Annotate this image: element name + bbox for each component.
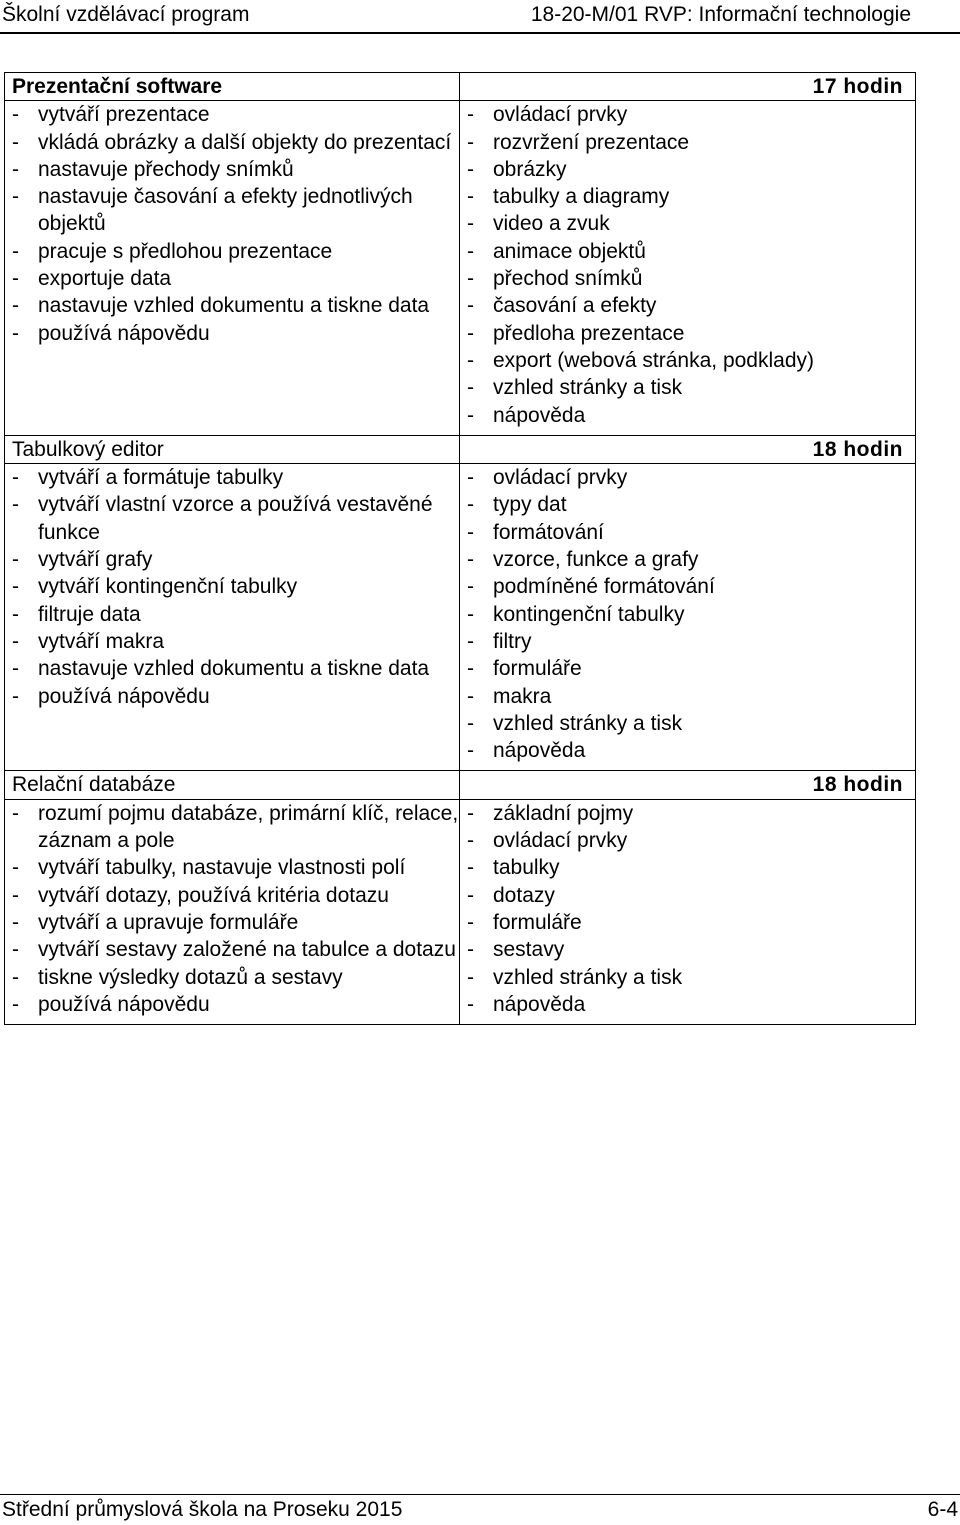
topic-item — [467, 374, 903, 401]
topics — [460, 464, 916, 771]
section-header-row — [5, 73, 916, 101]
outcome-text: nastavuje časování a efekty jednotlivých objektů — [38, 185, 413, 236]
dash-bullet: - — [467, 938, 474, 962]
outcome-text: vkládá obrázky a další objekty do prezentací — [38, 130, 452, 154]
topic-text: podmíněné formátování — [493, 575, 715, 599]
topic-item — [467, 964, 903, 991]
topics — [460, 101, 916, 436]
dash-bullet: - — [12, 910, 19, 934]
dash-bullet: - — [12, 130, 19, 154]
school-name: Střední průmyslová škola na Proseku 2015 — [2, 1498, 403, 1521]
outcome-item — [12, 464, 459, 491]
outcome-item — [12, 854, 459, 881]
page-number: 6-4 — [927, 1498, 958, 1521]
header-divider — [0, 32, 960, 34]
page-header — [0, 0, 960, 32]
topic-item — [467, 737, 903, 764]
topic-item — [467, 129, 903, 156]
program-code: 18-20-M/01 RVP: Informační technologie — [530, 3, 911, 26]
dash-bullet: - — [467, 294, 474, 318]
outcome-item — [12, 320, 459, 347]
section-hours: 17 hodin — [460, 73, 916, 101]
outcome-item — [12, 546, 459, 573]
topic-item — [467, 800, 903, 827]
dash-bullet: - — [467, 602, 474, 626]
dash-bullet: - — [12, 657, 19, 681]
topic-item — [467, 601, 903, 628]
dash-bullet: - — [467, 466, 474, 490]
learning-outcomes — [5, 464, 460, 771]
topic-item — [467, 464, 903, 491]
dash-bullet: - — [467, 239, 474, 263]
dash-bullet: - — [12, 965, 19, 989]
outcome-text: vytváří dotazy, používá kritéria dotazu — [38, 883, 389, 907]
outcome-text: vytváří kontingenční tabulky — [38, 575, 298, 599]
dash-bullet: - — [467, 130, 474, 154]
outcome-text: nastavuje vzhled dokumentu a tiskne data — [38, 657, 430, 681]
topic-text: obrázky — [493, 157, 567, 181]
dash-bullet: - — [467, 739, 474, 763]
dash-bullet: - — [467, 403, 474, 427]
dash-bullet: - — [467, 965, 474, 989]
dash-bullet: - — [467, 801, 474, 825]
outcome-item — [12, 936, 459, 963]
topic-text: sestavy — [493, 938, 565, 962]
topic-item — [467, 101, 903, 128]
section-hours: 18 hodin — [460, 771, 916, 799]
topic-item — [467, 628, 903, 655]
topic-text: filtry — [493, 629, 532, 653]
outcome-text: používá nápovědu — [38, 992, 210, 1016]
topic-item — [467, 320, 903, 347]
topic-text: vzhled stránky a tisk — [493, 376, 683, 400]
outcome-text: vytváří a formátuje tabulky — [38, 466, 284, 490]
topic-text: tabulky a diagramy — [493, 185, 670, 209]
topic-item — [467, 546, 903, 573]
section-content-row — [5, 101, 916, 436]
topic-item — [467, 265, 903, 292]
dash-bullet: - — [12, 992, 19, 1016]
outcome-item — [12, 628, 459, 655]
outcome-item — [12, 882, 459, 909]
outcome-text: vytváří makra — [38, 629, 165, 653]
topic-item — [467, 347, 903, 374]
topic-text: makra — [493, 684, 552, 708]
dash-bullet: - — [467, 520, 474, 544]
topic-item — [467, 491, 903, 518]
outcome-text: vytváří prezentace — [38, 103, 210, 127]
topic-item — [467, 936, 903, 963]
outcome-item — [12, 964, 459, 991]
dash-bullet: - — [467, 493, 474, 517]
dash-bullet: - — [467, 376, 474, 400]
outcome-item — [12, 292, 459, 319]
dash-bullet: - — [12, 267, 19, 291]
topic-item — [467, 156, 903, 183]
outcome-item — [12, 683, 459, 710]
topic-text: vzorce, funkce a grafy — [493, 548, 699, 572]
outcome-text: vytváří a upravuje formuláře — [38, 910, 299, 934]
section-header-row — [5, 771, 916, 799]
outcome-text: rozumí pojmu databáze, primární klíč, relace, záznam a pole — [38, 801, 459, 853]
learning-outcomes — [5, 799, 460, 1024]
topic-item — [467, 238, 903, 265]
topic-text: rozvržení prezentace — [493, 130, 690, 154]
outcome-item — [12, 909, 459, 936]
outcome-text: vytváří sestavy založené na tabulce a dotazu — [38, 938, 456, 962]
section-title: Relační databáze — [5, 771, 460, 799]
outcome-text: exportuje data — [38, 267, 172, 291]
dash-bullet: - — [467, 829, 474, 853]
topic-text: základní pojmy — [493, 801, 634, 825]
topic-item — [467, 827, 903, 854]
dash-bullet: - — [467, 267, 474, 291]
dash-bullet: - — [467, 856, 474, 880]
topic-text: přechod snímků — [493, 267, 643, 291]
outcome-item — [12, 655, 459, 682]
outcome-item — [12, 101, 459, 128]
topic-item — [467, 210, 903, 237]
outcome-item — [12, 800, 459, 855]
topic-text: dotazy — [493, 883, 555, 907]
topic-text: předloha prezentace — [493, 321, 685, 345]
dash-bullet: - — [467, 910, 474, 934]
outcome-item — [12, 265, 459, 292]
dash-bullet: - — [12, 185, 19, 209]
dash-bullet: - — [467, 992, 474, 1016]
dash-bullet: - — [12, 466, 19, 490]
topic-text: vzhled stránky a tisk — [493, 711, 683, 735]
topic-text: vzhled stránky a tisk — [493, 965, 683, 989]
dash-bullet: - — [12, 321, 19, 345]
program-title: Školní vzdělávací program — [2, 3, 250, 26]
curriculum-table — [4, 72, 916, 1025]
topic-text: ovládací prvky — [493, 103, 628, 127]
outcome-item — [12, 491, 459, 546]
section-title: Tabulkový editor — [5, 435, 460, 463]
dash-bullet: - — [467, 321, 474, 345]
topic-text: export (webová stránka, podklady) — [493, 348, 814, 372]
topic-item — [467, 710, 903, 737]
topic-text: ovládací prvky — [493, 466, 628, 490]
topic-item — [467, 854, 903, 881]
section-title: Prezentační software — [5, 73, 460, 101]
dash-bullet: - — [467, 212, 474, 236]
dash-bullet: - — [12, 801, 19, 825]
section-content-row — [5, 799, 916, 1024]
outcome-text: používá nápovědu — [38, 321, 210, 345]
outcome-text: nastavuje vzhled dokumentu a tiskne data — [38, 294, 430, 318]
dash-bullet: - — [12, 493, 19, 517]
topic-text: nápověda — [493, 739, 586, 763]
outcome-text: filtruje data — [38, 602, 141, 626]
topic-text: video a zvuk — [493, 212, 610, 236]
section-hours: 18 hodin — [460, 435, 916, 463]
topic-item — [467, 402, 903, 429]
topic-item — [467, 882, 903, 909]
section-header-row — [5, 435, 916, 463]
topics — [460, 799, 916, 1024]
topic-text: typy dat — [493, 493, 567, 517]
dash-bullet: - — [12, 103, 19, 127]
dash-bullet: - — [467, 711, 474, 735]
outcome-text: tiskne výsledky dotazů a sestavy — [38, 965, 343, 989]
topic-text: formuláře — [493, 657, 582, 681]
topic-text: nápověda — [493, 403, 586, 427]
outcome-item — [12, 183, 459, 238]
dash-bullet: - — [467, 348, 474, 372]
outcome-text: vytváří tabulky, nastavuje vlastnosti polí — [38, 856, 406, 880]
dash-bullet: - — [467, 629, 474, 653]
dash-bullet: - — [467, 157, 474, 181]
outcome-item — [12, 601, 459, 628]
dash-bullet: - — [467, 185, 474, 209]
topic-item — [467, 991, 903, 1018]
outcome-item — [12, 129, 459, 156]
page-footer — [0, 1495, 960, 1525]
dash-bullet: - — [12, 157, 19, 181]
dash-bullet: - — [12, 684, 19, 708]
outcome-text: pracuje s předlohou prezentace — [38, 239, 333, 263]
dash-bullet: - — [12, 856, 19, 880]
learning-outcomes — [5, 101, 460, 436]
outcome-item — [12, 573, 459, 600]
dash-bullet: - — [12, 938, 19, 962]
topic-item — [467, 573, 903, 600]
dash-bullet: - — [12, 294, 19, 318]
outcome-item — [12, 238, 459, 265]
topic-text: kontingenční tabulky — [493, 602, 685, 626]
topic-text: tabulky — [493, 856, 560, 880]
dash-bullet: - — [12, 239, 19, 263]
dash-bullet: - — [467, 575, 474, 599]
dash-bullet: - — [12, 575, 19, 599]
topic-item — [467, 519, 903, 546]
topic-text: formátování — [493, 520, 604, 544]
dash-bullet: - — [12, 629, 19, 653]
dash-bullet: - — [467, 657, 474, 681]
topic-item — [467, 183, 903, 210]
dash-bullet: - — [467, 684, 474, 708]
topic-text: časování a efekty — [493, 294, 657, 318]
dash-bullet: - — [467, 103, 474, 127]
dash-bullet: - — [467, 883, 474, 907]
dash-bullet: - — [12, 602, 19, 626]
outcome-item — [12, 991, 459, 1018]
topic-text: nápověda — [493, 992, 586, 1016]
outcome-text: vytváří vlastní vzorce a používá vestavěné funkce — [38, 493, 433, 544]
dash-bullet: - — [12, 548, 19, 572]
dash-bullet: - — [467, 548, 474, 572]
topic-item — [467, 683, 903, 710]
topic-text: ovládací prvky — [493, 829, 628, 853]
topic-text: animace objektů — [493, 239, 646, 263]
outcome-text: používá nápovědu — [38, 684, 210, 708]
outcome-text: nastavuje přechody snímků — [38, 157, 294, 181]
outcome-item — [12, 156, 459, 183]
topic-item — [467, 909, 903, 936]
topic-text: formuláře — [493, 910, 582, 934]
topic-item — [467, 292, 903, 319]
dash-bullet: - — [12, 883, 19, 907]
topic-item — [467, 655, 903, 682]
section-content-row — [5, 464, 916, 771]
outcome-text: vytváří grafy — [38, 548, 153, 572]
